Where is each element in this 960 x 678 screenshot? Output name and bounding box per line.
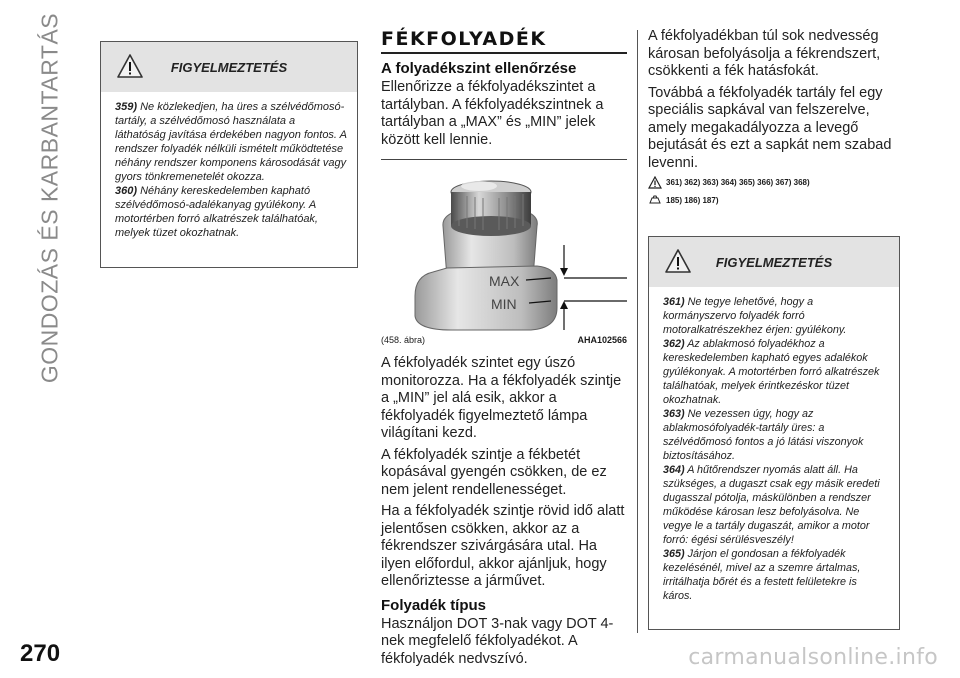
warning-reference [648,176,894,189]
warning-item [663,337,889,407]
warning-item-text: Ne közlekedjen, ha üres a szélvédőmosó-tartály, a szélvédőmosó használata a láthatóság javítása érdekében nagyon fontos. A rendszer folyadék nélküli ismételt működtetése néhány rendszer komponens károsodását vagy gyors tönkremenetelét okozza. [115,101,347,183]
page-number: 270 [20,640,61,667]
max-mark-label: MAX [489,273,520,289]
paragraph: Használjon DOT 3-nak vagy DOT 4-nek megfelelő fékfolyadékot. A fékfolyadék nedvszívó. [381,615,614,667]
reservoir-illustration [381,168,627,333]
oil-can-icon [648,195,662,205]
warning-item [663,463,889,547]
paragraph: A fékfolyadék szintet egy úszó monitorozza. Ha a fékfolyadék szintje a „MIN” jel alá esik, akkor a fékfolyadék figyelmeztető lámpa világítani kezd. [381,355,622,441]
divider [381,159,627,160]
paragraph: Ellenőrizze a fékfolyadékszintet a tartályban. A fékfolyadékszintnek a tartályban a „MAX” és „MIN” jelek között kell lennie. [381,79,604,148]
min-mark-label: MIN [491,296,517,312]
watermark: carmanualsonline.info [688,645,938,670]
warning-item-text: Ne tegye lehetővé, hogy a kormányszervo folyadék forró motoralkatrészekhez érjen: gyúlékony. [663,296,847,336]
caution-reference [648,195,894,205]
figure-caption [381,335,627,345]
warning-item-number: 363) [663,408,685,420]
warning-item-text: Járjon el gondosan a fékfolyadék kezelésénél, mivel az a szemre ártalmas, irritálhatja bőrét és a festett felületekre is káros. [663,548,861,602]
right-column [648,28,894,215]
warning-item-text: A hűtőrendszer nyomás alatt áll. Ha szükséges, a dugaszt csak egy másik eredeti dugasszal pótolja, máskülönben a rendszer működése károsan lesz befolyásolva. Ne vegye le a tartály dugaszát, amikor a motor forró: égési sérülésveszély! [663,464,880,546]
warning-header [101,42,357,92]
main-column [381,28,627,672]
section-heading: FÉKFOLYADÉK [381,28,547,50]
warning-item [663,295,889,337]
warning-item [115,184,347,240]
warning-item [115,100,347,184]
warning-item-number: 361) [663,296,685,308]
paragraph: Továbbá a fékfolyadék tartály fel egy speciális sapkával van felszerelve, amely megakadályozza a levegő bejutását és ezt a sapkát nem szabad levenni. [648,84,892,171]
figure-number: (458. ábra) [381,335,426,345]
warning-body [101,92,357,248]
warning-item-text: Az ablakmosó folyadékhoz a kereskedelemben kapható egyes adalékok gyúlékonyak. A motortérben forró alkatrészek találhatóak, melyek érintkezéskor tüzet okozhatnak. [663,338,880,406]
figure-code: AHA102566 [577,335,627,345]
warning-title: FIGYELMEZTETÉS [170,60,288,75]
warning-item-text: Néhány kereskedelemben kapható szélvédőmosó-adalékanyag gyúlékony. A motortérben forró alkatrészek találhatóak, melyek tüzet okozhatnak. [115,185,318,239]
chapter-side-title-text: GONDOZÁS ÉS KARBANTARTÁS [36,12,63,384]
warning-item-number: 365) [663,548,685,560]
warning-item-number: 359) [115,101,138,113]
caution-reference-numbers: 185) 186) 187) [666,195,719,205]
warning-box-left [100,41,358,268]
brake-fluid-reservoir-figure [381,168,627,333]
warning-item [663,547,889,603]
warning-box-right [648,236,900,630]
subheading-level-check: A folyadékszint ellenőrzése [381,60,577,77]
warning-triangle-icon [648,176,662,189]
heading-rule [381,52,627,54]
warning-title: FIGYELMEZTETÉS [715,255,833,270]
warning-item-text: Ne vezessen úgy, hogy az ablakmosófolyadék-tartály üres: a szélvédőmosó fontos a jó látási viszonyok biztosításához. [663,408,864,462]
warning-item-number: 360) [115,185,138,197]
paragraph: A fékfolyadékban túl sok nedvesség károsan befolyásolja a fékrendszert, csökkenti a fék hatásfokát. [648,28,881,79]
chapter-side-title [20,12,80,384]
warning-reference-numbers: 361) 362) 363) 364) 365) 366) 367) 368) [666,178,810,187]
paragraph: Ha a fékfolyadék szintje rövid idő alatt jelentősen csökken, akkor az a fékrendszer szivárgására utal. Ha ilyen előfordul, akkor ajánljuk, hogy ellenőriztesse a járművet. [381,503,625,589]
warning-item-number: 362) [663,338,685,350]
paragraph: A fékfolyadék szintje a fékbetét kopásával gyengén csökken, de ez nem jelent rendellenességet. [381,446,607,498]
warning-header [649,237,899,287]
warning-body [649,287,899,611]
subheading-fluid-type: Folyadék típus [381,596,487,614]
column-divider [637,30,638,633]
warning-item-number: 364) [663,464,685,476]
warning-item [663,407,889,463]
